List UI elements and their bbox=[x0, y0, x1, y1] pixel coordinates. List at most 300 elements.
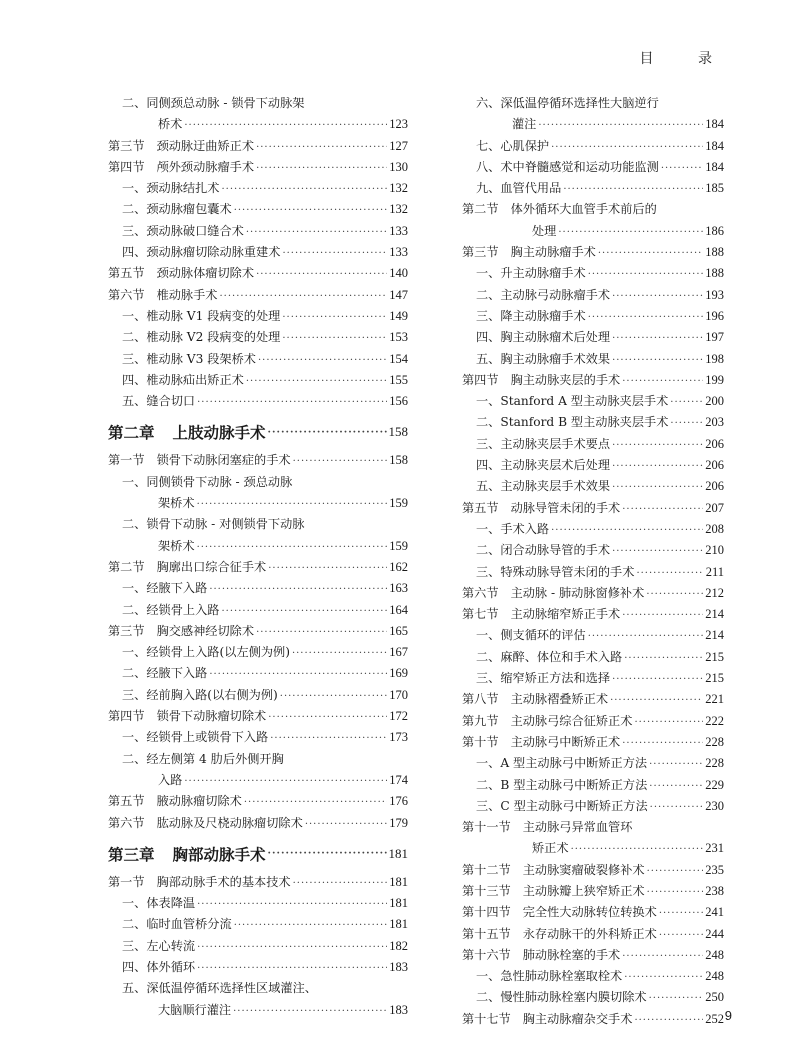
dot-leader bbox=[258, 355, 387, 366]
toc-section-entry[interactable] bbox=[108, 873, 408, 894]
toc-entry-title: 五、胸主动脉瘤手术效果 bbox=[476, 351, 611, 366]
toc-item-entry[interactable] bbox=[108, 979, 408, 1000]
dot-leader bbox=[305, 819, 387, 830]
toc-entry-number: 第四节 bbox=[462, 372, 499, 387]
toc-entry-title: 胸主动脉夹层的手术 bbox=[510, 372, 621, 387]
toc-entry-label bbox=[476, 776, 647, 793]
toc-section-entry[interactable] bbox=[108, 558, 408, 579]
toc-item-entry[interactable] bbox=[108, 200, 408, 221]
toc-section-entry[interactable] bbox=[108, 707, 408, 728]
dot-leader bbox=[197, 963, 387, 974]
toc-item-entry[interactable] bbox=[108, 771, 408, 792]
toc-entry-title: 一、体表降温 bbox=[122, 896, 196, 911]
toc-entry-label bbox=[462, 200, 657, 217]
toc-item-entry[interactable] bbox=[108, 686, 408, 707]
toc-section-entry[interactable] bbox=[462, 243, 724, 264]
toc-page-number: 221 bbox=[705, 692, 724, 707]
toc-page-number: 133 bbox=[389, 245, 408, 260]
toc-entry-title: 三、特殊动脉导管未闭的手术 bbox=[476, 564, 635, 579]
toc-entry-label bbox=[122, 307, 280, 324]
toc-entry-label bbox=[108, 158, 254, 175]
toc-item-entry[interactable] bbox=[462, 179, 724, 200]
toc-section-entry[interactable] bbox=[462, 222, 724, 243]
toc-page-number: 188 bbox=[705, 245, 724, 260]
toc-item-entry[interactable] bbox=[462, 967, 724, 988]
toc-item-entry[interactable] bbox=[462, 413, 724, 434]
toc-section-entry[interactable] bbox=[462, 818, 724, 839]
toc-entry-title: 四、椎动脉疝出矫正术 bbox=[122, 372, 244, 387]
toc-entry-title: 主动脉缩窄矫正手术 bbox=[510, 607, 621, 622]
toc-entry-title: 五、主动脉夹层手术效果 bbox=[476, 479, 611, 494]
toc-item-entry[interactable] bbox=[462, 669, 724, 690]
toc-page-number: 123 bbox=[389, 117, 408, 132]
toc-entry-number: 第十二节 bbox=[462, 862, 511, 877]
toc-entry-label bbox=[122, 473, 292, 490]
toc-entry-number: 第六节 bbox=[108, 287, 145, 302]
dot-leader bbox=[612, 482, 703, 493]
toc-section-entry[interactable] bbox=[462, 1010, 724, 1031]
toc-entry-label bbox=[462, 243, 596, 260]
toc-item-entry[interactable] bbox=[462, 307, 724, 328]
toc-entry-title: 一、经锁骨上入路(以左侧为例) bbox=[122, 645, 290, 660]
dot-leader bbox=[612, 333, 703, 344]
toc-item-entry[interactable] bbox=[462, 776, 724, 797]
toc-item-entry[interactable] bbox=[108, 537, 408, 558]
dot-leader bbox=[293, 878, 388, 889]
toc-page-number: 206 bbox=[705, 458, 724, 473]
toc-section-entry[interactable] bbox=[462, 605, 724, 626]
toc-page-number: 127 bbox=[389, 138, 408, 153]
toc-entry-label bbox=[462, 925, 657, 942]
toc-entry-label bbox=[108, 264, 254, 281]
dot-leader bbox=[598, 248, 703, 259]
toc-page-number: 156 bbox=[389, 394, 408, 409]
toc-entry-label bbox=[462, 605, 620, 622]
toc-item-entry[interactable] bbox=[462, 392, 724, 413]
toc-entry-title: 三、缩窄矫正方法和选择 bbox=[476, 671, 611, 686]
toc-entry-number: 第五节 bbox=[462, 500, 499, 515]
toc-entry-label bbox=[476, 328, 610, 345]
toc-entry-label bbox=[476, 137, 549, 154]
toc-item-entry[interactable] bbox=[462, 797, 724, 818]
toc-item-entry[interactable] bbox=[462, 648, 724, 669]
toc-entry-title: 一、经腋下入路 bbox=[122, 581, 208, 596]
toc-entry-label bbox=[476, 158, 659, 175]
toc-item-entry[interactable] bbox=[462, 328, 724, 349]
toc-entry-title: 一、手术入路 bbox=[476, 521, 550, 536]
toc-entry-label bbox=[476, 967, 622, 984]
toc-entry-title: 锁骨下动脉瘤切除术 bbox=[156, 709, 267, 724]
dot-leader bbox=[649, 759, 703, 770]
toc-entry-title: 七、心肌保护 bbox=[476, 138, 550, 153]
toc-entry-label bbox=[476, 94, 659, 111]
toc-item-entry[interactable] bbox=[108, 392, 408, 413]
toc-entry-label bbox=[108, 622, 254, 639]
dot-leader bbox=[612, 355, 703, 366]
toc-page-number: 196 bbox=[705, 308, 724, 323]
toc-entry-title: 一、升主动脉瘤手术 bbox=[476, 266, 586, 281]
toc-section-entry[interactable] bbox=[462, 903, 724, 924]
toc-item-entry[interactable] bbox=[108, 222, 408, 243]
dot-leader bbox=[634, 1015, 703, 1026]
toc-item-entry[interactable] bbox=[108, 94, 408, 115]
toc-entry-number: 第三节 bbox=[108, 138, 145, 153]
toc-entry-title: 一、侧支循环的评估 bbox=[476, 628, 586, 643]
toc-page-number: 183 bbox=[389, 959, 408, 974]
toc-page-number: 149 bbox=[389, 308, 408, 323]
toc-item-entry[interactable] bbox=[108, 958, 408, 979]
dot-leader bbox=[612, 461, 703, 472]
dot-leader bbox=[282, 333, 387, 344]
toc-page-number: 198 bbox=[705, 351, 724, 366]
toc-entry-label bbox=[122, 915, 232, 932]
toc-entry-label bbox=[158, 115, 182, 132]
toc-right-column bbox=[462, 94, 724, 1031]
toc-entry-label bbox=[476, 456, 610, 473]
toc-entry-label bbox=[462, 818, 632, 835]
toc-entry-label bbox=[476, 392, 668, 409]
toc-entry-label bbox=[476, 669, 610, 686]
dot-leader bbox=[280, 691, 387, 702]
toc-entry-label bbox=[122, 979, 317, 996]
toc-page-number: 179 bbox=[389, 815, 408, 830]
toc-item-entry[interactable] bbox=[462, 754, 724, 775]
toc-item-entry[interactable] bbox=[108, 643, 408, 664]
toc-entry-number: 第四节 bbox=[108, 709, 145, 724]
toc-page-number: 203 bbox=[705, 415, 724, 430]
toc-item-entry[interactable] bbox=[108, 179, 408, 200]
dot-leader bbox=[659, 908, 703, 919]
toc-item-entry[interactable] bbox=[108, 601, 408, 622]
dot-leader bbox=[612, 674, 703, 685]
toc-item-entry[interactable] bbox=[462, 541, 724, 562]
toc-page-number: 200 bbox=[705, 394, 724, 409]
toc-item-entry[interactable] bbox=[108, 371, 408, 392]
toc-entry-title: 九、血管代用品 bbox=[476, 181, 562, 196]
toc-item-entry[interactable] bbox=[108, 1001, 408, 1022]
toc-entry-number: 第三节 bbox=[462, 245, 499, 260]
toc-entry-title: 三、降主动脉瘤手术 bbox=[476, 308, 586, 323]
toc-page-number: 206 bbox=[705, 436, 724, 451]
toc-entry-title: 主动脉褶叠矫正术 bbox=[510, 692, 609, 707]
toc-entry-title: 一、A 型主动脉弓中断矫正方法 bbox=[476, 756, 648, 771]
toc-entry-title: 二、Stanford B 型主动脉夹层手术 bbox=[476, 415, 669, 430]
toc-entry-title: 锁骨下动脉闭塞症的手术 bbox=[156, 453, 291, 468]
toc-item-entry[interactable] bbox=[108, 915, 408, 936]
dot-leader bbox=[256, 627, 387, 638]
toc-page-number: 183 bbox=[389, 1002, 408, 1017]
toc-entry-label bbox=[158, 1001, 231, 1018]
toc-entry-label bbox=[476, 435, 610, 452]
dot-leader bbox=[234, 205, 388, 216]
toc-entry-label bbox=[122, 579, 207, 596]
toc-page-number: 140 bbox=[389, 266, 408, 281]
dot-leader bbox=[563, 184, 703, 195]
toc-page-number: 164 bbox=[389, 602, 408, 617]
dot-leader bbox=[622, 738, 703, 749]
dot-leader bbox=[636, 568, 703, 579]
toc-entry-title: 胸部动脉手术的基本技术 bbox=[156, 874, 291, 889]
toc-item-entry[interactable] bbox=[462, 520, 724, 541]
toc-entry-number: 第二节 bbox=[108, 559, 145, 574]
toc-item-entry[interactable] bbox=[462, 350, 724, 371]
toc-chapter-entry[interactable] bbox=[108, 413, 408, 451]
dot-leader bbox=[268, 563, 387, 574]
toc-entry-title: 动脉导管未闭的手术 bbox=[510, 500, 621, 515]
toc-entry-label bbox=[108, 792, 242, 809]
toc-item-entry[interactable] bbox=[462, 158, 724, 179]
toc-entry-title: 主动脉瓣上狭窄矫正术 bbox=[522, 883, 645, 898]
toc-entry-label bbox=[476, 264, 586, 281]
toc-section-entry[interactable] bbox=[108, 622, 408, 643]
dot-leader bbox=[558, 227, 703, 238]
toc-entry-label bbox=[476, 626, 586, 643]
toc-entry-title: 主动脉弓异常血管环 bbox=[522, 820, 633, 835]
toc-entry-number: 第二章 bbox=[108, 423, 155, 443]
page-number: 9 bbox=[724, 1008, 732, 1023]
toc-entry-number: 第三章 bbox=[108, 844, 155, 864]
dot-leader bbox=[184, 120, 387, 131]
toc-entry-label bbox=[122, 328, 280, 345]
toc-item-entry[interactable] bbox=[108, 750, 408, 771]
toc-section-entry[interactable] bbox=[462, 499, 724, 520]
toc-entry-title: 二、经左侧第 4 肋后外侧开胸 bbox=[122, 751, 284, 766]
toc-section-entry[interactable] bbox=[462, 925, 724, 946]
dot-leader bbox=[670, 397, 703, 408]
toc-entry-number: 第七节 bbox=[462, 607, 499, 622]
toc-page-number: 241 bbox=[705, 905, 724, 920]
toc-entry-label bbox=[108, 137, 254, 154]
toc-entry-label bbox=[122, 643, 290, 660]
toc-page-number: 173 bbox=[389, 730, 408, 745]
toc-section-entry[interactable] bbox=[462, 584, 724, 605]
toc-entry-label bbox=[122, 243, 280, 260]
toc-page-number: 181 bbox=[389, 874, 408, 889]
toc-entry-number: 第一节 bbox=[108, 874, 145, 889]
toc-entry-label bbox=[108, 843, 266, 865]
toc-item-entry[interactable] bbox=[462, 264, 724, 285]
toc-entry-number: 第十节 bbox=[462, 734, 499, 749]
dot-leader bbox=[244, 797, 387, 808]
toc-page-number: 169 bbox=[389, 666, 408, 681]
toc-item-entry[interactable] bbox=[462, 94, 724, 115]
toc-page-number: 181 bbox=[388, 845, 408, 861]
toc-item-entry[interactable] bbox=[108, 328, 408, 349]
toc-entry-label bbox=[476, 307, 586, 324]
toc-entry-title: 二、经腋下入路 bbox=[122, 666, 208, 681]
toc-item-entry[interactable] bbox=[462, 477, 724, 498]
toc-page-number: 186 bbox=[705, 223, 724, 238]
toc-page-number: 252 bbox=[705, 1011, 724, 1026]
toc-entry-title: 四、颈动脉瘤切除动脉重建术 bbox=[122, 245, 281, 260]
toc-page-number: 155 bbox=[389, 372, 408, 387]
toc-section-entry[interactable] bbox=[108, 814, 408, 835]
toc-item-entry[interactable] bbox=[108, 307, 408, 328]
toc-page-number: 159 bbox=[389, 496, 408, 511]
toc-page-number: 133 bbox=[389, 223, 408, 238]
toc-item-entry[interactable] bbox=[108, 243, 408, 264]
dot-leader bbox=[197, 942, 387, 953]
toc-entry-number: 第三节 bbox=[108, 623, 145, 638]
dot-leader bbox=[293, 456, 388, 467]
toc-section-entry[interactable] bbox=[108, 158, 408, 179]
toc-section-entry[interactable] bbox=[108, 792, 408, 813]
toc-section-entry[interactable] bbox=[462, 882, 724, 903]
toc-item-entry[interactable] bbox=[462, 626, 724, 647]
toc-entry-label bbox=[476, 988, 647, 1005]
toc-entry-title: 三、椎动脉 V3 段架桥术 bbox=[122, 351, 256, 366]
dot-leader bbox=[634, 717, 703, 728]
toc-section-entry[interactable] bbox=[462, 733, 724, 754]
toc-item-entry[interactable] bbox=[462, 988, 724, 1009]
toc-item-entry[interactable] bbox=[108, 494, 408, 515]
toc-entry-label bbox=[476, 563, 634, 580]
toc-entry-title: 架桥术 bbox=[158, 496, 195, 511]
toc-page-number: 214 bbox=[705, 607, 724, 622]
toc-entry-number: 第九节 bbox=[462, 713, 499, 728]
toc-entry-label bbox=[476, 754, 647, 771]
dot-leader bbox=[270, 733, 387, 744]
toc-page-number: 248 bbox=[705, 969, 724, 984]
toc-section-entry[interactable] bbox=[462, 371, 724, 392]
toc-entry-label bbox=[462, 861, 645, 878]
toc-section-entry[interactable] bbox=[462, 861, 724, 882]
toc-section-entry[interactable] bbox=[462, 690, 724, 711]
toc-page-number: 154 bbox=[389, 351, 408, 366]
toc-entry-title: 二、锁骨下动脉 - 对侧锁骨下动脉 bbox=[122, 517, 305, 532]
toc-entry-title: 胸廓出口综合征手术 bbox=[156, 559, 267, 574]
toc-entry-title: 主动脉窦瘤破裂修补术 bbox=[522, 862, 645, 877]
toc-page-number: 244 bbox=[705, 926, 724, 941]
toc-page-number: 184 bbox=[705, 159, 724, 174]
toc-entry-number: 第十六节 bbox=[462, 947, 511, 962]
toc-page-number: 181 bbox=[389, 917, 408, 932]
toc-item-entry[interactable] bbox=[462, 286, 724, 307]
dot-leader bbox=[588, 631, 704, 642]
toc-page-number: 250 bbox=[705, 990, 724, 1005]
toc-entry-title: 颈动脉迂曲矫正术 bbox=[156, 138, 255, 153]
toc-section-entry[interactable] bbox=[108, 286, 408, 307]
toc-item-entry[interactable] bbox=[462, 137, 724, 158]
dot-leader bbox=[256, 269, 387, 280]
toc-page-number: 158 bbox=[389, 453, 408, 468]
toc-item-entry[interactable] bbox=[462, 456, 724, 477]
dot-leader bbox=[612, 291, 703, 302]
toc-entry-title: 二、麻醉、体位和手术入路 bbox=[476, 649, 623, 664]
toc-page-number: 172 bbox=[389, 709, 408, 724]
toc-entry-title: 一、经锁骨上或锁骨下入路 bbox=[122, 730, 269, 745]
toc-page-number: 228 bbox=[705, 734, 724, 749]
toc-entry-label bbox=[476, 520, 549, 537]
toc-entry-title: 二、闭合动脉导管的手术 bbox=[476, 543, 611, 558]
toc-item-entry[interactable] bbox=[108, 579, 408, 600]
toc-entry-title: 二、主动脉弓动脉瘤手术 bbox=[476, 287, 611, 302]
toc-page-number: 222 bbox=[705, 713, 724, 728]
dot-leader bbox=[571, 844, 704, 855]
toc-chapter-entry[interactable] bbox=[108, 835, 408, 873]
toc-entry-title: 主动脉弓中断矫正术 bbox=[510, 734, 621, 749]
toc-page-number: 162 bbox=[389, 559, 408, 574]
toc-page-number: 167 bbox=[389, 645, 408, 660]
toc-entry-title: 五、深低温停循环选择性区域灌注、 bbox=[122, 981, 317, 996]
toc-item-entry[interactable] bbox=[462, 435, 724, 456]
dot-leader bbox=[292, 648, 387, 659]
toc-item-entry[interactable] bbox=[108, 728, 408, 749]
toc-entry-title: 二、经锁骨上入路 bbox=[122, 602, 220, 617]
dot-leader bbox=[197, 397, 387, 408]
toc-section-entry[interactable] bbox=[462, 200, 724, 221]
dot-leader bbox=[659, 930, 703, 941]
toc-item-entry[interactable] bbox=[462, 563, 724, 584]
toc-item-entry[interactable] bbox=[108, 115, 408, 136]
toc-entry-title: 二、椎动脉 V2 段病变的处理 bbox=[122, 330, 281, 345]
toc-entry-title: 六、深低温停循环选择性大脑逆行 bbox=[476, 96, 659, 110]
toc-section-entry[interactable] bbox=[462, 946, 724, 967]
toc-item-entry[interactable] bbox=[108, 350, 408, 371]
toc-page-number: 215 bbox=[705, 671, 724, 686]
toc-section-entry[interactable] bbox=[108, 451, 408, 472]
toc-entry-title: 颈动脉体瘤切除术 bbox=[156, 266, 255, 281]
toc-entry-title: 五、缝合切口 bbox=[122, 394, 196, 409]
dot-leader bbox=[268, 712, 387, 723]
toc-entry-title: 四、胸主动脉瘤术后处理 bbox=[476, 330, 611, 345]
toc-entry-label bbox=[532, 222, 556, 239]
toc-page-number: 211 bbox=[705, 564, 724, 579]
toc-page-number: 130 bbox=[389, 159, 408, 174]
toc-page-number: 210 bbox=[705, 543, 724, 558]
toc-entry-label bbox=[122, 94, 305, 111]
dot-leader bbox=[622, 376, 703, 387]
toc-entry-title: 矫正术 bbox=[532, 841, 569, 856]
toc-page-number: 163 bbox=[389, 581, 408, 596]
toc-entry-label bbox=[158, 494, 195, 511]
toc-entry-title: 二、临时血管桥分流 bbox=[122, 917, 232, 932]
toc-entry-title: 肺动脉栓塞的手术 bbox=[522, 947, 621, 962]
toc-section-entry[interactable] bbox=[462, 712, 724, 733]
toc-entry-title: 三、颈动脉破口缝合术 bbox=[122, 223, 244, 238]
toc-item-entry[interactable] bbox=[108, 515, 408, 536]
dot-leader bbox=[647, 866, 704, 877]
dot-leader bbox=[256, 142, 387, 153]
toc-entry-title: 灌注 bbox=[512, 117, 537, 132]
toc-entry-title: 三、C 型主动脉弓中断矫正方法 bbox=[476, 798, 648, 813]
toc-entry-title: 二、同侧颈总动脉 - 锁骨下动脉架 bbox=[122, 96, 305, 110]
toc-page-number: 185 bbox=[705, 181, 724, 196]
toc-section-entry[interactable] bbox=[108, 137, 408, 158]
toc-section-entry[interactable] bbox=[108, 264, 408, 285]
dot-leader bbox=[209, 584, 387, 595]
toc-entry-label bbox=[122, 958, 195, 975]
toc-item-entry[interactable] bbox=[108, 473, 408, 494]
toc-item-entry[interactable] bbox=[462, 115, 724, 136]
dot-leader bbox=[588, 269, 704, 280]
toc-entry-title: 胸交感神经切除术 bbox=[156, 623, 255, 638]
toc-entry-label bbox=[122, 179, 220, 196]
toc-item-entry[interactable] bbox=[108, 664, 408, 685]
toc-page-number: 248 bbox=[705, 947, 724, 962]
toc-entry-label bbox=[122, 601, 220, 618]
toc-item-entry[interactable] bbox=[108, 894, 408, 915]
toc-entry-label bbox=[532, 839, 569, 856]
toc-section-entry[interactable] bbox=[462, 839, 724, 860]
toc-item-entry[interactable] bbox=[108, 937, 408, 958]
toc-entry-title: 四、体外循环 bbox=[122, 959, 196, 974]
toc-page-number: 174 bbox=[389, 772, 408, 787]
dot-leader bbox=[268, 427, 387, 438]
toc-entry-label bbox=[122, 664, 207, 681]
toc-entry-title: 三、经前胸入路(以右侧为例) bbox=[122, 687, 278, 702]
toc-page-number: 159 bbox=[389, 538, 408, 553]
